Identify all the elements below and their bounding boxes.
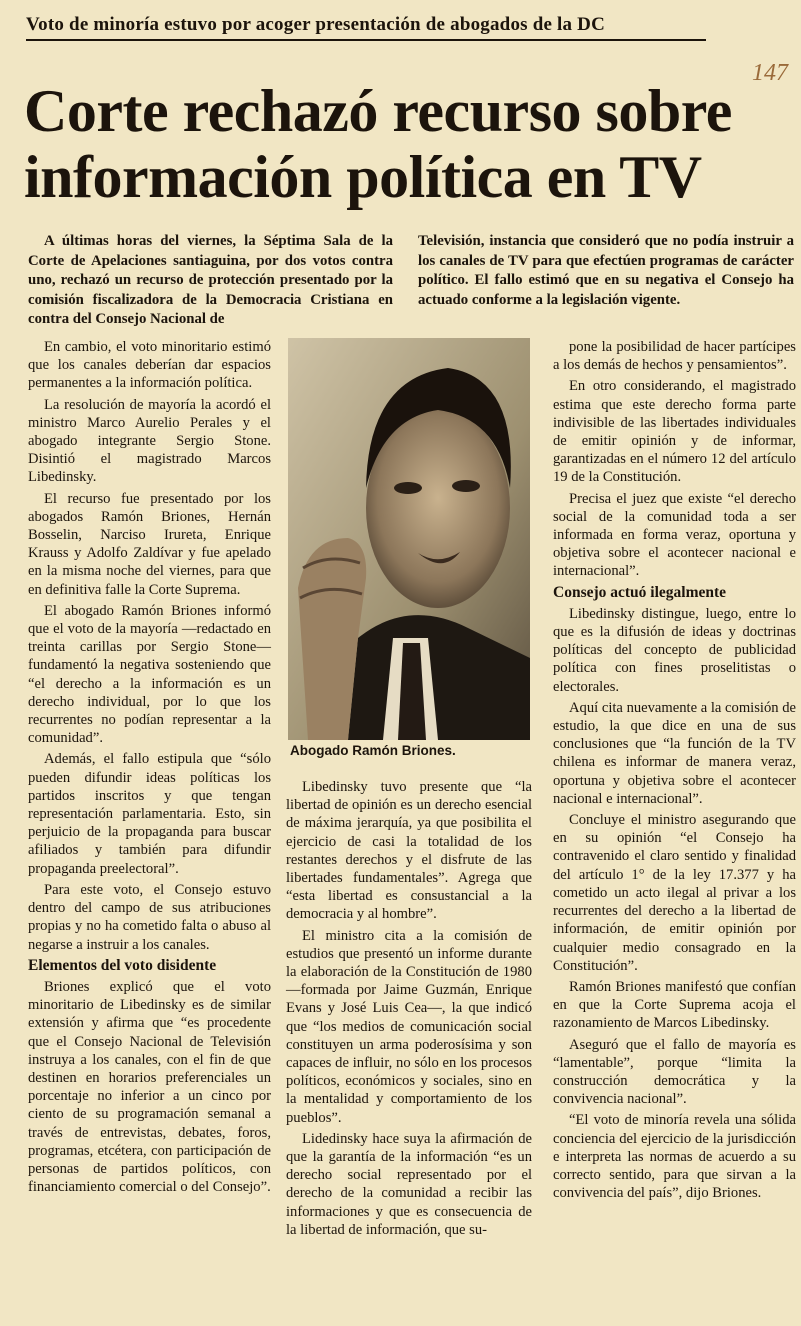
paragraph: Aquí cita nuevamente a la comisión de estudio, la que dice en una de sus conclusiones que “la función de la TV chilena es informar de manera veraz, oportuna y objetiva sobre el acontecer nacional e internacional”. [553,699,796,807]
paragraph: En otro considerando, el magistrado estima que este derecho forma parte indivisible de las libertades individuales de emitir opinión y de informar, garantizadas en el número 12 del artículo 19 de la Constitución. [553,378,796,486]
subheading-voto-disidente: Elementos del voto disidente [28,956,217,974]
paragraph: En cambio, el voto minoritario estimó que los canales deberían dar espacios permanentes a la información política. [28,339,271,392]
paragraph: Briones explicó que el voto minoritario de Libedinsky es de similar extensión y afirma que “es procedente que el Consejo Nacional de Televisión instruya a los canales, con el fin de que destinen en horarios preferenciales un porcentaje no inferior a un cinco por ciento de su programación semanal a través de entrevistas, debates, foros, programas, etcétera, con participación de personas de partidos políticos, con financiamiento comercial o del Consejo”. [28,978,271,1196]
headline [24,78,784,210]
paragraph: Libedinsky tuvo presente que “la libertad de opinión es un derecho esencial de máxima jerarquía, ya que posibilita el ejercicio de casi la totalidad de los restantes derechos y el disfrute de las libertades fundamentales”. Agrega que “esta libertad es consustancial a la democracia y al hombre”. [286,779,532,923]
headline-line-2: información política en TV [24,144,702,210]
column-1 [28,338,271,1199]
lead-paragraph-right: Televisión, instancia que consideró que no podía instruir a los canales de TV para que efectúen programas de carácter político. El fallo estimó que en su negativa el Consejo ha actuado conforme a la legislación vigente. [418,233,794,308]
kicker: Voto de minoría estuvo por acoger presentación de abogados de la DC [26,14,706,41]
lead-paragraph-left: A últimas horas del viernes, la Séptima Sala de la Corte de Apelaciones santiaguina, por dos votos contra uno, rechazó un recurso de protección presentado por la comisión fiscalizadora de la Democracia Cristiana en contra del Consejo Nacional de [28,233,393,327]
paragraph: Ramón Briones manifestó que confían en que la Corte Suprema acoja el razonamiento de Marcos Libedinsky. [553,978,796,1032]
photo-caption: Abogado Ramón Briones. [290,743,456,758]
page-number: 147 [752,60,788,86]
headline-line-1: Corte rechazó recurso sobre [24,78,732,144]
column-2 [286,778,532,1242]
paragraph: El recurso fue presentado por los abogados Ramón Briones, Hernán Bosselin, Narciso Irureta, Enrique Krauss y Adolfo Zaldívar y fue apelado en la misma noche del viernes, para que en definitiva falle la Corte Suprema. [28,490,271,598]
paragraph: Concluye el ministro asegurando que en su opinión “el Consejo ha contravenido el claro sentido y finalidad del artículo 1° de la ley 17.377 y ha cometido un acto ilegal al privar a los recurrentes del derecho a la libertad de información, de emitir opinión por cualquier medio consagrado en la Constitución”. [553,812,796,974]
paragraph: La resolución de mayoría la acordó el ministro Marco Aurelio Perales y el abogado integrante Sergio Stone. Disintió el magistrado Marcos Libedinsky. [28,396,271,486]
subheading-consejo-actuo-ilegalmente: Consejo actuó ilegalmente [553,583,727,601]
paragraph: Libedinsky distingue, luego, entre lo que es la difusión de ideas y doctrinas políticas del concepto de publicidad política con fines proselitistas o electorales. [553,605,796,695]
paragraph: Lidedinsky hace suya la afirmación de que la garantía de la información “es un derecho social representado por el derecho de la comunidad a recibir las informaciones y que es consecuencia de la libertad de información, que su- [286,1130,532,1238]
paragraph: Aseguró que el fallo de mayoría es “lamentable”, porque “limita la construcción democrática y la convivencia nacional”. [553,1036,796,1108]
column-3 [553,338,796,1205]
paragraph: El ministro cita a la comisión de estudios que presentó un informe durante la elaboración de la Constitución de 1980 —formada por Jaime Guzmán, Enrique Evans y José Luis Cea—, la que indicó que “los medios de comunicación social constituyen un arma poderosísima y son capaces de influir, no sólo en los procesos políticos, económicos y sociales, sino en la mentalidad y comportamiento de los pueblos”. [286,927,532,1126]
paragraph: Además, el fallo estipula que “sólo pueden difundir ideas políticas los partidos inscritos y que tengan representación parlamentaria. Esto, sin perjuicio de la propaganda para buscar afiliados y también para difundir propaganda preelectoral”. [28,751,271,877]
paragraph: El abogado Ramón Briones informó que el voto de la mayoría —redactado en treinta carillas por Sergio Stone— fundamentó la negativa sosteniendo que “el derecho a la información es un derecho individual, por lo que los recurrentes no podían representar a la comunidad”. [28,602,271,747]
portrait-illustration [288,338,530,740]
paragraph: pone la posibilidad de hacer partícipes a los demás de hechos y pensamientos”. [553,339,796,374]
paragraph: Precisa el juez que existe “el derecho social de la comunidad toda a ser informada en forma veraz, oportuna y objetiva sobre el acontecer nacional e internacional”. [553,490,796,580]
paragraph: Para este voto, el Consejo estuvo dentro del campo de sus atribuciones propias y no ha cometido falta o abuso al negarse a instruir a los canales. [28,881,271,953]
paragraph: “El voto de minoría revela una sólida conciencia del ejercicio de la jurisdicción e interpreta las normas de acuerdo a su correcto sentido, para que sirvan a la convivencia del país”, dijo Briones. [553,1112,796,1202]
photo-ramon-briones [288,338,530,740]
